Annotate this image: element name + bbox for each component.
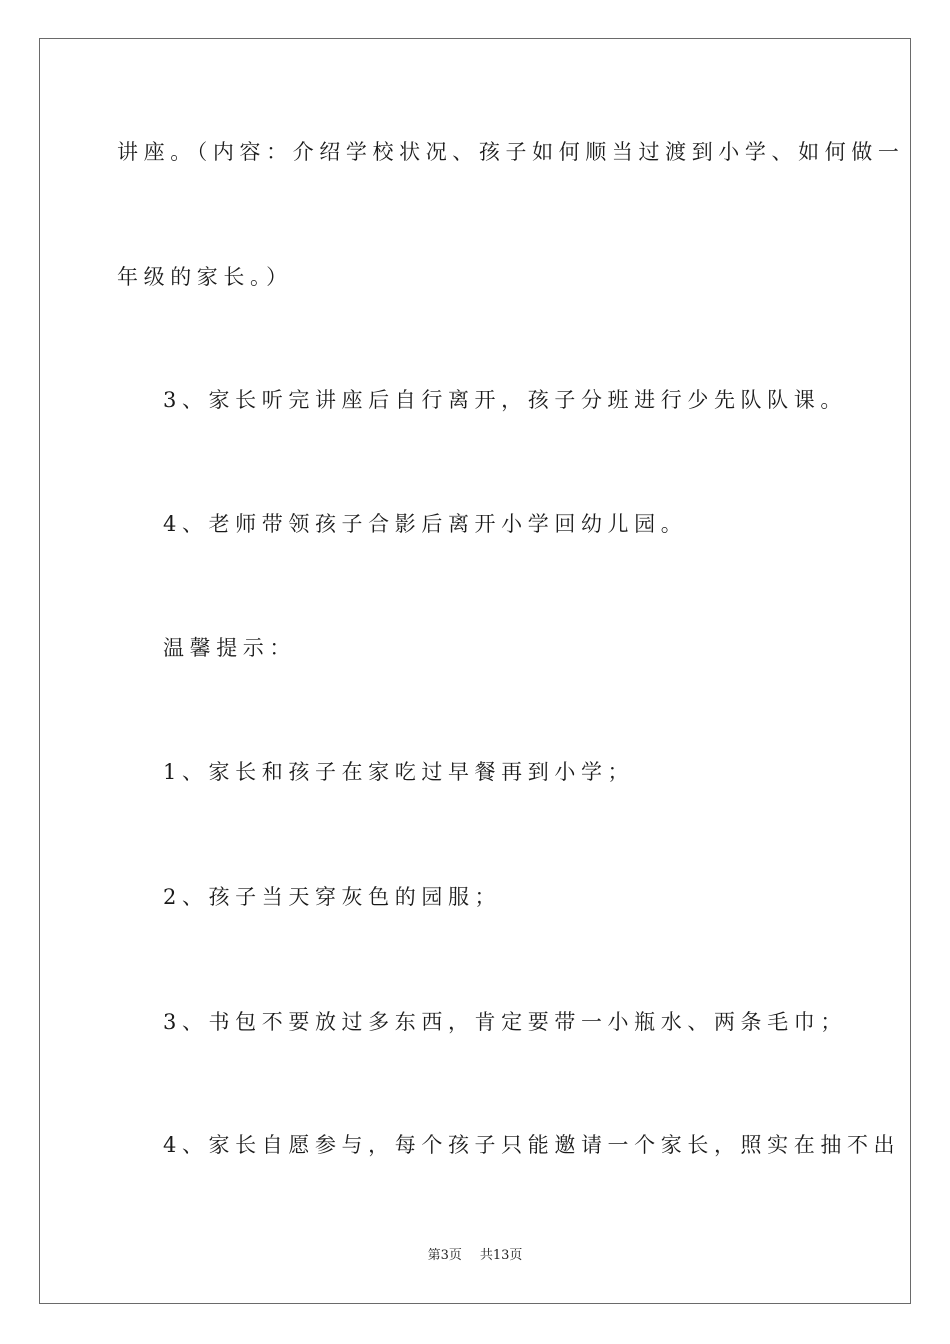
page-border	[39, 38, 911, 1304]
body-line-7: 2、孩子当天穿灰色的园服；	[163, 885, 502, 909]
page-footer	[0, 1247, 950, 1265]
body-line-8: 3、书包不要放过多东西，肯定要带一小瓶水、两条毛巾；	[163, 1010, 847, 1034]
body-line-1: 讲座。（内容：介绍学校状况、孩子如何顺当过渡到小学、如何做一	[117, 140, 905, 164]
page-number: 第3页	[427, 1248, 462, 1263]
body-line-2: 年级的家长。）	[117, 265, 293, 289]
page-total: 共13页	[479, 1248, 523, 1263]
body-line-6: 1、家长和孩子在家吃过早餐再到小学；	[163, 760, 635, 784]
section-heading: 温馨提示：	[163, 636, 296, 660]
body-line-3: 3、家长听完讲座后自行离开，孩子分班进行少先队队课。	[163, 388, 847, 412]
body-line-9: 4、家长自愿参与，每个孩子只能邀请一个家长，照实在抽不出	[163, 1133, 901, 1157]
body-line-4: 4、老师带领孩子合影后离开小学回幼儿园。	[163, 512, 688, 536]
